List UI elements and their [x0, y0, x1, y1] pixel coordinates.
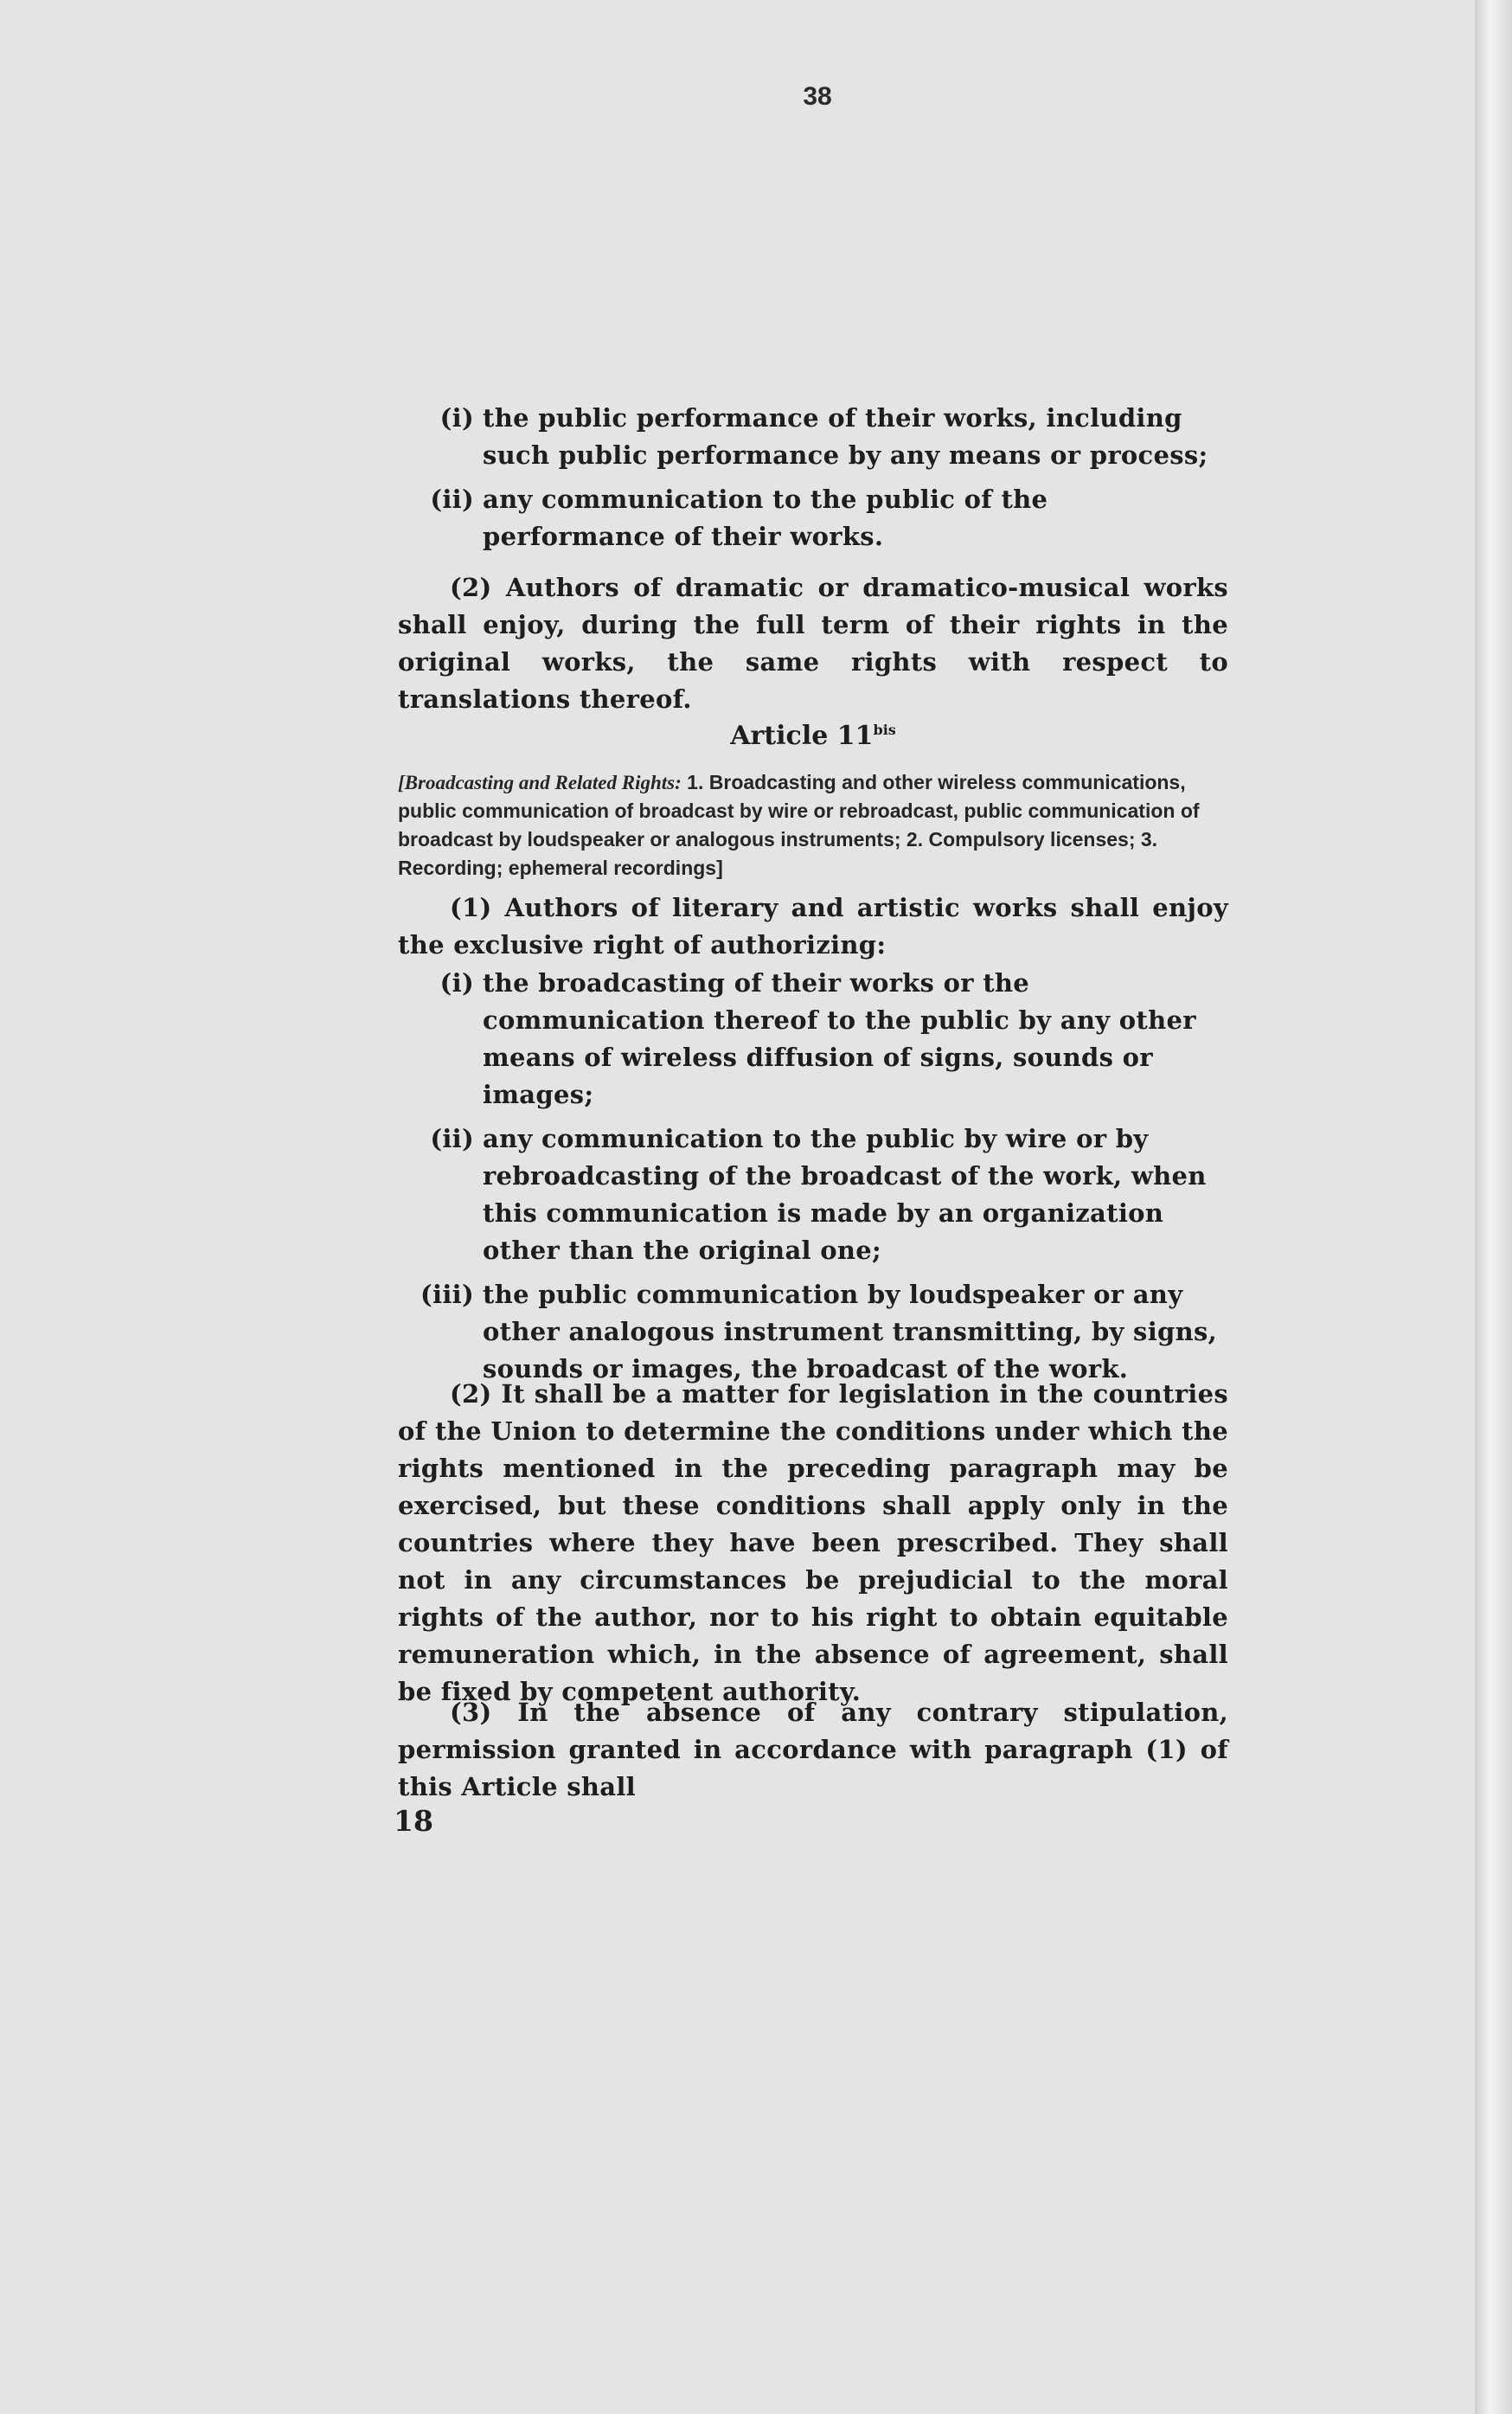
- item-number: (i): [439, 968, 474, 998]
- item-number: (iii): [420, 1280, 474, 1309]
- list-item: [398, 400, 1228, 474]
- list-item: [398, 481, 1228, 555]
- item-number: (ii): [430, 1124, 474, 1153]
- page-number-top: 38: [803, 82, 832, 111]
- item-number: (i): [439, 403, 474, 433]
- paragraph-text: (3) In the absence of any contrary stipulation, permission granted in accordance with paragraph (1) of this Article shall: [398, 1698, 1228, 1801]
- item-list-b: [398, 965, 1228, 1388]
- item-text: the public performance of their works, including such public performance by any means or process;: [483, 403, 1208, 470]
- summary-text: 1. Broadcasting and other wireless communications, public communication of broadcast by wire or rebroadcast, public communication of broadcast by loudspeaker or analogous instruments; 2. Compulsory licenses; 3. Recording; ephemeral recordings]: [398, 771, 1200, 879]
- paragraph: [398, 1376, 1228, 1711]
- item-text: the broadcasting of their works or the communication thereof to the public by any other means of wireless diffusion of signs, sounds or images;: [483, 968, 1196, 1109]
- article-superscript: bis: [873, 722, 896, 738]
- list-item: [398, 1120, 1228, 1269]
- page-number-bottom: 18: [394, 1804, 433, 1838]
- paragraph: [398, 889, 1228, 964]
- paragraph: [398, 1694, 1228, 1806]
- paragraph-text: (2) It shall be a matter for legislation in the countries of the Union to determine the conditions under which the rights mentioned in the preceding paragraph may be exercised, but these conditions shall apply only in the countries where they have been prescribed. They shall not in any circumstances be prejudicial to the moral rights of the author, nor to his right to obtain equitable remuneration which, in the absence of agreement, shall be fixed by competent authority.: [398, 1379, 1228, 1706]
- paragraph-text: (1) Authors of literary and artistic works shall enjoy the exclusive right of authorizing:: [398, 893, 1228, 960]
- list-item: [398, 965, 1228, 1114]
- paragraph: [398, 569, 1228, 718]
- paragraph-text: (2) Authors of dramatic or dramatico-musical works shall enjoy, during the full term of their rights in the original works, the same rights with respect to translations thereof.: [398, 573, 1228, 714]
- item-text: the public communication by loudspeaker or any other analogous instrument transmitting, by signs, sounds or images, the broadcast of the work.: [483, 1280, 1217, 1384]
- item-text: any communication to the public by wire or by rebroadcasting of the broadcast of the work, when this communication is made by an organization other than the original one;: [483, 1124, 1207, 1265]
- page-edge-shadow: [1475, 0, 1512, 2414]
- article-title: Article 11: [730, 721, 874, 751]
- article-heading: [398, 721, 1228, 751]
- article-summary: [398, 768, 1228, 883]
- summary-italic: [Broadcasting and Related Rights:: [398, 772, 682, 793]
- list-item: [398, 1276, 1228, 1388]
- item-list-a: [398, 400, 1228, 555]
- item-text: any communication to the public of the performance of their works.: [483, 485, 1048, 551]
- item-number: (ii): [430, 485, 474, 514]
